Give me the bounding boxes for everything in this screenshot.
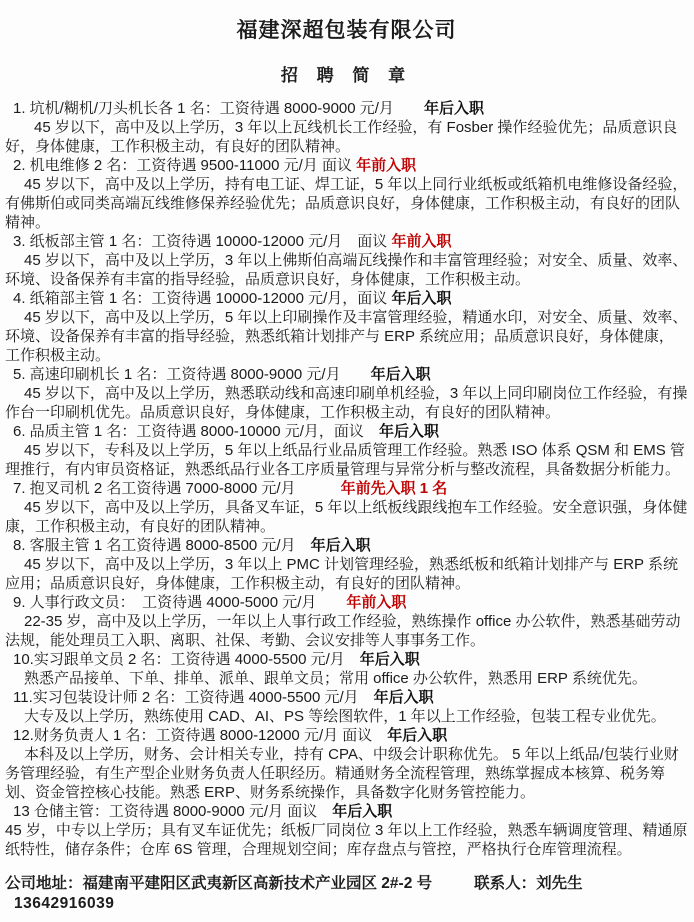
job-title-salary: 2. 机电维修 2 名：工资待遇 9500-11000 元/月 面议 [13, 157, 357, 174]
footer [5, 874, 688, 914]
job-requirements: 熟悉产品接单、下单、排单、派单、跟单文员；常用 office 办公软件，熟悉用 ERP 系统优先。 [24, 670, 647, 687]
job-title-salary: 4. 纸箱部主管 1 名：工资待遇 10000-12000 元/月，面议 [13, 290, 392, 307]
job-title-salary: 12.财务负责人 1 名：工资待遇 8000-12000 元/月 面议 [13, 727, 388, 744]
job-head [5, 593, 688, 612]
job-requirements: 45 岁以下，高中及以上学历，熟悉联动线和高速印刷单机经验，3 年以上同印刷岗位工作经验，有操作台一印刷机优先。品质意识良好，身体健康，工作积极主动，有良好的团队精神。 [5, 385, 688, 421]
job-head [5, 726, 688, 745]
job-start-timing: 年前入职 [356, 157, 417, 174]
job-head [5, 650, 688, 669]
job-head [5, 289, 688, 308]
job-head [5, 365, 688, 384]
job-head [5, 688, 688, 707]
job-title-salary: 10.实习跟单文员 2 名：工资待遇 4000-5500 元/月 [13, 651, 360, 668]
job-start-timing: 年前入职 [346, 594, 407, 611]
job-requirements: 45 岁，中专以上学历；具有叉车证优先；纸板厂同岗位 3 年以上工作经验，熟悉车辆调度管理、精通原纸特性，储存条件；仓库 6S 管理，合理规划空间；库存盘点与管控，严格执行仓库管理流程。 [5, 822, 688, 858]
job-title-salary: 6. 品质主管 1 名：工资待遇 8000-10000 元/月，面议 [13, 423, 379, 440]
job-title-salary: 8. 客服主管 1 名工资待遇 8000-8500 元/月 [13, 537, 311, 554]
job-item-4 [5, 289, 688, 365]
job-item-12 [5, 726, 688, 802]
job-requirements: 本科及以上学历，财务、会计相关专业，持有 CPA、中级会计职称优先。 5 年以上纸品/包装行业财务管理经验，有生产型企业财务负责人任职经历。精通财务全流程管理，熟练掌握成本核算、税务筹划、资金管控核心技能。熟悉 ERP、财务系统操作，具备数字化财务管控能力。 [5, 746, 679, 801]
job-requirements: 45 岁以下，高中及以上学历，具备叉车证，5 年以上纸板线跟线抱车工作经验。安全意识强，身体健康，工作积极主动，有良好的团队精神。 [5, 499, 688, 535]
job-item-1 [5, 99, 688, 156]
job-start-timing: 年前先入职 1 名 [340, 480, 448, 497]
job-head [5, 156, 688, 175]
job-item-5 [5, 365, 688, 422]
job-requirements: 大专及以上学历，熟练使用 CAD、AI、PS 等绘图软件，1 年以上工作经验，包装工程专业优先。 [24, 708, 666, 725]
job-head [5, 479, 688, 498]
job-head [5, 802, 688, 821]
job-start-timing: 年后入职 [373, 689, 434, 706]
job-title-salary: 13 仓储主管：工资待遇 8000-9000 元/月 面议 [13, 803, 333, 820]
job-title-salary: 7. 抱叉司机 2 名工资待遇 7000-8000 元/月 [13, 480, 341, 497]
job-start-timing: 年后入职 [332, 803, 393, 820]
job-head [5, 232, 688, 251]
job-start-timing: 年后入职 [310, 537, 371, 554]
job-start-timing: 年前入职 [391, 233, 452, 250]
job-requirements: 45 岁以下，高中及以上学历，3 年以上佛斯伯高端瓦线操作和丰富管理经验；对安全、质量、效率、环境、设备保养有丰富的指导经验，品质意识良好，身体健康，工作积极主动。 [5, 252, 688, 288]
job-requirements: 45 岁以下，高中及以上学历，持有电工证、焊工证，5 年以上同行业纸板或纸箱机电维修设备经验，有佛斯伯或同类高端瓦线维修保养经验优先；品质意识良好，身体健康，工作积极主动，有良好的团队精神。 [5, 176, 688, 231]
job-item-10 [5, 650, 688, 688]
job-item-7 [5, 479, 688, 536]
job-start-timing: 年后入职 [391, 290, 452, 307]
job-requirements: 45 岁以下，专科及以上学历，5 年以上纸品行业品质管理工作经验。熟悉 ISO 体系 QSM 和 EMS 管理推行，有内审员资格证，熟悉纸品行业各工序质量管理与异常分析与整改流程，具备数据分析能力。 [5, 442, 685, 478]
job-head [5, 422, 688, 441]
job-requirements: 45 岁以下，高中及以上学历，3 年以上瓦线机长工作经验，有 Fosber 操作经验优先；品质意识良好，身体健康，工作积极主动，有良好的团队精神。 [5, 119, 678, 155]
job-item-2 [5, 156, 688, 232]
job-start-timing: 年后入职 [387, 727, 448, 744]
job-start-timing: 年后入职 [423, 100, 484, 117]
job-item-3 [5, 232, 688, 289]
job-list [5, 99, 688, 859]
contact-person: 联系人：刘先生 [474, 875, 583, 892]
job-title-salary: 9. 人事行政文员： 工资待遇 4000-5000 元/月 [13, 594, 347, 611]
job-item-6 [5, 422, 688, 479]
job-title-salary: 1. 坑机/糊机/刀头机长各 1 名：工资待遇 8000-9000 元/月 [13, 100, 424, 117]
job-start-timing: 年后入职 [370, 366, 431, 383]
job-requirements: 22-35 岁，高中及以上学历，一年以上人事行政工作经验，熟练操作 office 办公软件，熟悉基础劳动法规，能处理员工入职、离职、社保、考勤、会议安排等人事事务工作。 [5, 613, 681, 649]
job-item-13 [5, 802, 688, 859]
job-requirements: 45 岁以下，高中及以上学历，3 年以上 PMC 计划管理经验，熟悉纸板和纸箱计划排产与 ERP 系统应用；品质意识良好，身体健康，工作积极主动，有良好的团队精神。 [5, 556, 678, 592]
job-item-8 [5, 536, 688, 593]
job-start-timing: 年后入职 [378, 423, 439, 440]
job-head [5, 536, 688, 555]
job-start-timing: 年后入职 [359, 651, 420, 668]
job-item-9 [5, 593, 688, 650]
company-address: 公司地址：福建南平建阳区武夷新区高新技术产业园区 2#-2 号 [5, 875, 433, 892]
doc-subtitle: 招 聘 简 章 [280, 66, 413, 85]
contact-phone: 13642916039 [14, 895, 115, 912]
company-title: 福建深超包装有限公司 [236, 19, 457, 42]
job-title-salary: 3. 纸板部主管 1 名：工资待遇 10000-12000 元/月 面议 [13, 233, 392, 250]
job-requirements: 45 岁以下，高中及以上学历，5 年以上印刷操作及丰富管理经验，精通水印，对安全、质量、效率、环境、设备保养有丰富的指导经验，熟悉纸箱计划排产与 ERP 系统应用；品质意识良好，身体健康，工作积极主动。 [5, 309, 688, 364]
job-head [5, 99, 688, 118]
job-title-salary: 5. 高速印刷机长 1 名：工资待遇 8000-9000 元/月 [13, 366, 371, 383]
job-item-11 [5, 688, 688, 726]
job-title-salary: 11.实习包装设计师 2 名：工资待遇 4000-5500 元/月 [13, 689, 374, 706]
